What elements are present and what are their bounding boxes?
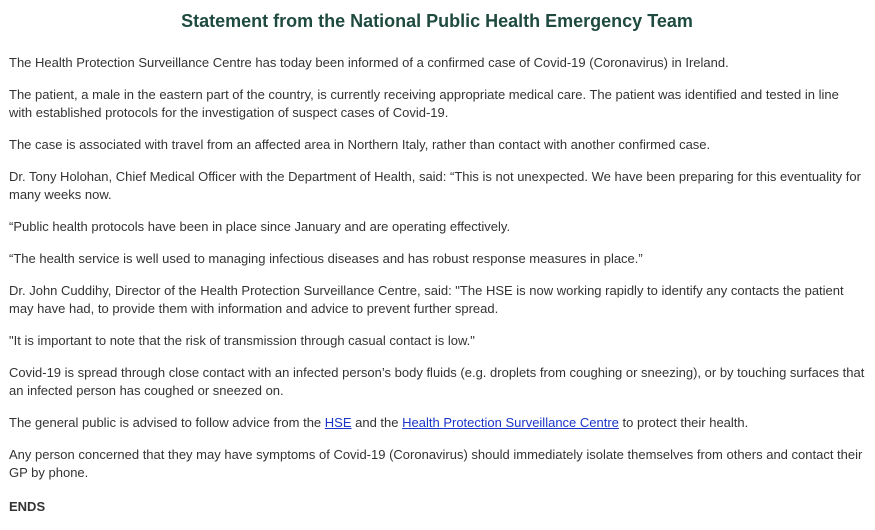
public-advice-text-end: to protect their health.: [618, 415, 749, 430]
public-advice-text-middle: and the: [351, 415, 403, 430]
paragraph-public-advice: [9, 414, 865, 432]
paragraph-spread: Covid-19 is spread through close contact with an infected person’s body fluids (e.g. droplets from coughing or sneezing), or by touching surfaces that an infected person has coughed or sneezed on.: [9, 365, 865, 398]
paragraph-cmo-quote: Dr. Tony Holohan, Chief Medical Officer with the Department of Health, said: “This is not unexpected. We have been preparing for this eventuality for many weeks now.: [9, 169, 861, 202]
paragraph-patient: The patient, a male in the eastern part of the country, is currently receiving appropriate medical care. The patient was identified and tested in line with established protocols for the investigation of suspect cases of Covid-19.: [9, 87, 839, 120]
statement-body: [9, 54, 865, 530]
paragraph-transmission-risk: "It is important to note that the risk of transmission through casual contact is low.": [9, 333, 475, 348]
paragraph-health-service: “The health service is well used to managing infectious diseases and has robust response measures in place.”: [9, 251, 643, 266]
page-title: Statement from the National Public Health Emergency Team: [181, 11, 693, 31]
paragraph-travel: The case is associated with travel from an affected area in Northern Italy, rather than contact with another confirmed case.: [9, 137, 711, 152]
ends-marker: ENDS: [9, 499, 46, 514]
public-advice-text-start: The general public is advised to follow advice from the: [9, 415, 325, 430]
paragraph-protocols: “Public health protocols have been in place since January and are operating effectively.: [9, 219, 511, 234]
paragraph-hpsc-director-quote: Dr. John Cuddihy, Director of the Health Protection Surveillance Centre, said: "The HSE is now working rapidly to identify any contacts the patient may have had, to provide them with information and advice to prevent further spread.: [9, 283, 844, 316]
hpsc-link[interactable]: Health Protection Surveillance Centre: [402, 415, 619, 430]
paragraph-symptoms-advice: Any person concerned that they may have symptoms of Covid-19 (Coronavirus) should immediately isolate themselves from others and contact their GP by phone.: [9, 447, 863, 480]
hse-link[interactable]: HSE: [324, 415, 352, 430]
paragraph-confirmed-case: The Health Protection Surveillance Centre has today been informed of a confirmed case of Covid-19 (Coronavirus) in Ireland.: [9, 55, 729, 70]
